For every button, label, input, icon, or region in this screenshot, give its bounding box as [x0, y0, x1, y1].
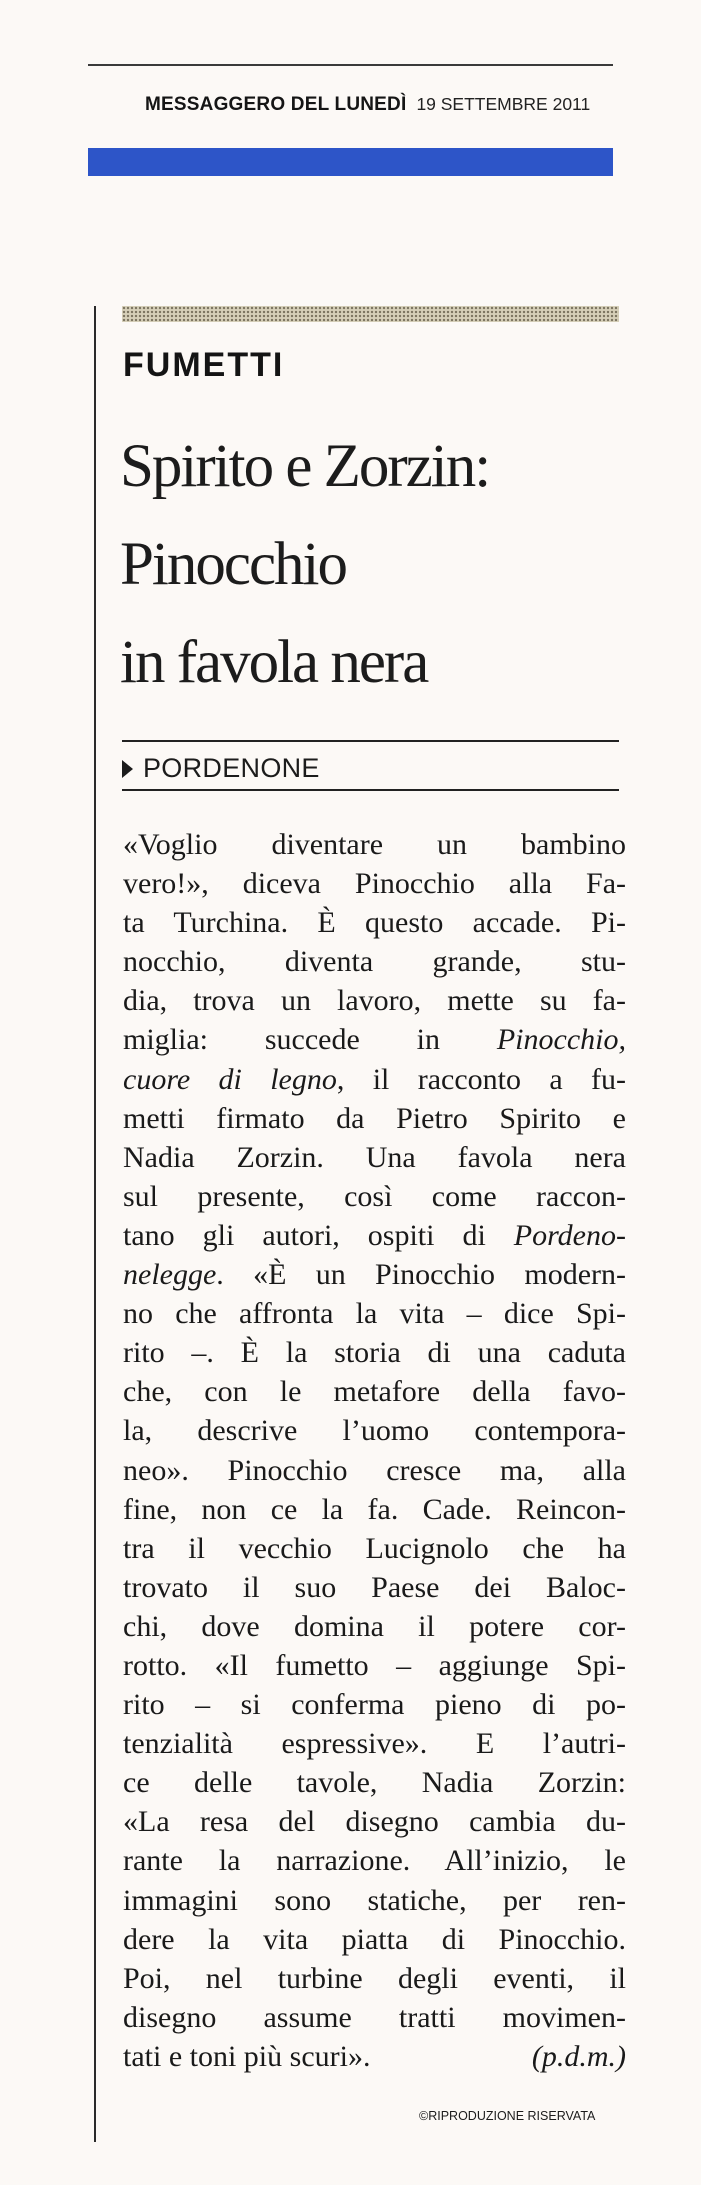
body-line: tenzialità espressive». E l’autri- [123, 1727, 626, 1761]
body-line: rito –. È la storia di una caduta [123, 1336, 626, 1370]
body-line: chi, dove domina il potere cor- [123, 1609, 626, 1643]
body-line [123, 2037, 626, 2076]
body-line: tra il vecchio Lucignolo che ha [123, 1531, 626, 1565]
body-line: rotto. «Il fumetto – aggiunge Spi- [123, 1648, 626, 1682]
body-line: che, con le metafore della favo- [123, 1375, 626, 1409]
body-line: la, descrive l’uomo contempora- [123, 1414, 626, 1448]
body-line: disegno assume tratti movimen- [123, 2000, 626, 2034]
body-line: rito – si conferma pieno di po- [123, 1688, 626, 1722]
body-line: no che affronta la vita – dice Spi- [123, 1297, 626, 1331]
body-line: ta Turchina. È questo accade. Pi- [123, 906, 626, 940]
body-line: rante la narrazione. All’inizio, le [123, 1844, 626, 1878]
article-body [123, 825, 626, 2076]
festival-name-italic: Pordeno- [513, 1218, 626, 1252]
article-left-rule [94, 306, 96, 2142]
masthead [145, 94, 615, 134]
headline-line: Spirito e Zorzin: [120, 433, 490, 500]
author-signature: (p.d.m.) [531, 2039, 626, 2073]
location-line [122, 753, 320, 784]
body-line: Nadia Zorzin. Una favola nera [123, 1140, 626, 1174]
masthead-color-band [88, 148, 613, 176]
body-line [123, 1216, 626, 1255]
body-line: metti firmato da Pietro Spirito e [123, 1101, 626, 1135]
location-text: PORDENONE [143, 753, 320, 783]
body-line: trovato il suo Paese dei Baloc- [123, 1570, 626, 1604]
location-arrow-icon [122, 760, 133, 778]
body-line: dere la vita piatta di Pinocchio. [123, 1922, 626, 1956]
location-bottom-rule [122, 789, 619, 791]
book-title-italic: Pinocchio, [496, 1023, 626, 1057]
body-line: immagini sono statiche, per ren- [123, 1883, 626, 1917]
body-line: vero!», diceva Pinocchio alla Fa- [123, 867, 626, 901]
body-text-run: , il racconto a fu- [336, 1062, 626, 1096]
body-line [123, 1020, 626, 1059]
body-line [123, 1255, 626, 1294]
headline-line: Pinocchio [120, 531, 346, 598]
masthead-top-rule [88, 64, 613, 66]
headline-line: in favola nera [120, 629, 428, 696]
body-line: dia, trova un lavoro, mette su fa- [123, 984, 626, 1018]
body-text-run: miglia: succede in [123, 1023, 497, 1057]
section-texture-band [122, 306, 619, 322]
body-text-run: tati e toni più scuri». [123, 2039, 371, 2073]
location-top-rule [122, 740, 619, 742]
publication-date: 19 SETTEMBRE 2011 [416, 94, 591, 114]
section-kicker: FUMETTI [123, 346, 285, 384]
body-line: «Voglio diventare un bambino [123, 828, 626, 861]
publication-name: MESSAGGERO DEL LUNEDÌ [145, 94, 407, 115]
body-line: fine, non ce la fa. Cade. Reincon- [123, 1492, 626, 1526]
body-line: nocchio, diventa grande, stu- [123, 945, 626, 979]
copyright-notice: ©RIPRODUZIONE RISERVATA [419, 2109, 596, 2123]
body-line [123, 1060, 626, 1099]
body-line: neo». Pinocchio cresce ma, alla [123, 1453, 626, 1487]
body-line: ce delle tavole, Nadia Zorzin: [123, 1766, 626, 1800]
body-text-run: tano gli autori, ospiti di [123, 1218, 514, 1252]
body-line: sul presente, così come raccon- [123, 1179, 626, 1213]
book-title-italic: cuore di legno [123, 1062, 337, 1096]
headline [120, 418, 640, 712]
festival-name-italic: nelegge [123, 1258, 217, 1292]
body-line: «La resa del disegno cambia du- [123, 1805, 626, 1839]
body-text-run: . «È un Pinocchio modern- [216, 1258, 626, 1292]
body-line: Poi, nel turbine degli eventi, il [123, 1961, 626, 1995]
